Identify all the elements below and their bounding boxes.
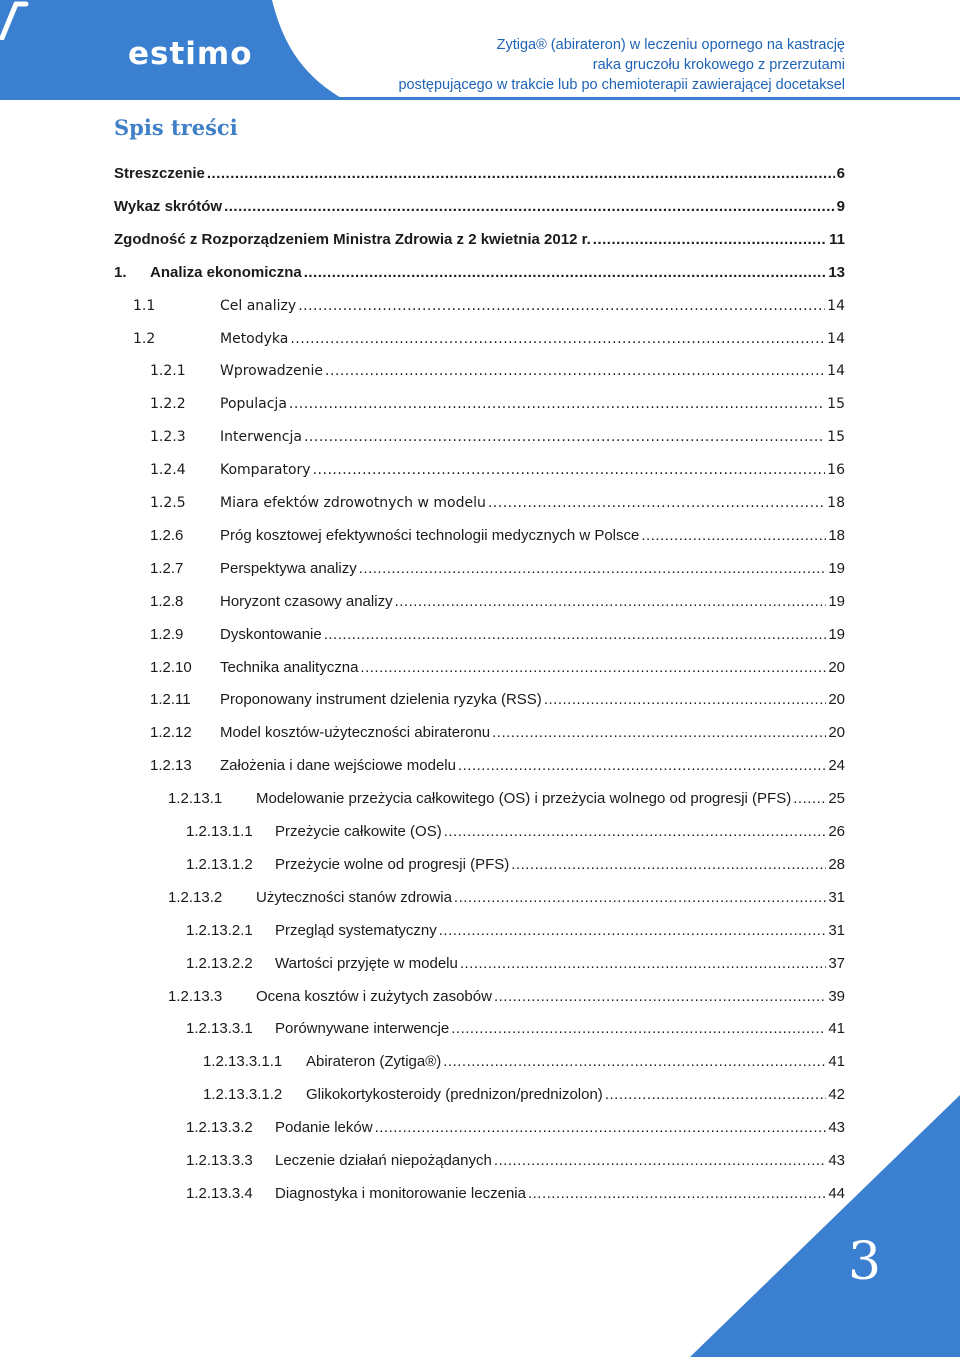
toc-leader-dots [439, 922, 827, 939]
toc-entry-text: Leczenie działań niepożądanych [275, 1152, 492, 1169]
toc-entry[interactable] [150, 590, 845, 610]
toc-entry-text: Analiza ekonomiczna [150, 263, 302, 281]
toc-entry-page: 31 [828, 921, 845, 939]
toc-leader-dots [494, 988, 826, 1005]
toc-entry-text: Przegląd systematyczny [275, 921, 437, 939]
toc-entry-text: Komparatory [220, 462, 311, 479]
toc-entry-number: 1.2.13.2 [168, 888, 223, 906]
corner-decoration [690, 1095, 960, 1357]
toc-entry-text: Modelowanie przeżycia całkowitego (OS) i przeżycia wolnego od progresji (PFS) [256, 790, 792, 808]
title-line-2: raka gruczołu krokowego z przerzutami [592, 57, 845, 73]
toc-leader-dots [324, 626, 827, 643]
toc-entry-number: 1.2.3 [150, 429, 186, 446]
toc-entry-text: Diagnostyka i monitorowanie leczenia [275, 1184, 526, 1202]
toc-entry-text: Perspektywa analizy [220, 559, 357, 577]
toc-leader-dots [304, 264, 827, 281]
toc-entry[interactable] [150, 524, 845, 544]
toc-entry-number: 1.2.6 [150, 526, 184, 544]
toc-entry-page: 14 [827, 363, 845, 380]
toc-entry-text: Wprowadzenie [220, 363, 323, 380]
toc-leader-dots [451, 1020, 826, 1037]
toc-entry-text: Wartości przyjęte w modelu [275, 954, 458, 972]
toc-entry-page: 18 [828, 526, 845, 544]
toc-entry-text: Miara efektów zdrowotnych w modelu [220, 495, 486, 511]
toc-entry[interactable] [114, 261, 845, 281]
toc-entry-text: Populacja [220, 396, 287, 413]
toc-entry-page: 14 [827, 297, 845, 314]
toc-entry[interactable] [150, 688, 845, 708]
toc-entry-page: 39 [828, 987, 845, 1005]
toc-entry-page: 11 [829, 230, 845, 248]
toc-entry-number: 1.2.13.3.3 [186, 1152, 253, 1169]
toc-entry-number: 1.2.2 [150, 396, 186, 413]
toc-entry-text: Użyteczności stanów zdrowia [256, 888, 452, 906]
toc-leader-dots [444, 823, 827, 840]
toc-leader-dots [593, 231, 827, 248]
toc-entry-page: 31 [828, 888, 845, 906]
toc-entry[interactable] [150, 557, 845, 577]
toc-entry-text: Metodyka [220, 330, 289, 347]
toc-entry-text: Przeżycie całkowite (OS) [275, 823, 442, 840]
toc-entry-number: 1. [114, 263, 127, 281]
toc-entry-page: 24 [828, 757, 845, 775]
header-band [0, 0, 960, 100]
toc-entry[interactable] [150, 721, 845, 741]
toc-entry-number: 1.2.13.2.1 [186, 921, 253, 939]
toc-entry-page: 42 [828, 1086, 845, 1104]
toc-entry-number: 1.2.13.3.2 [186, 1119, 253, 1137]
toc-entry-page: 43 [828, 1119, 845, 1137]
toc-entry-page: 19 [828, 625, 845, 643]
toc-entry-number: 1.2.8 [150, 592, 184, 610]
toc-entry[interactable] [186, 853, 845, 873]
toc-entry-text: Podanie leków [275, 1119, 373, 1137]
toc-entry[interactable] [186, 919, 845, 939]
toc-entry[interactable] [186, 1017, 845, 1037]
toc-entry-number: 1.2.13.2.2 [186, 954, 253, 972]
toc-entry[interactable] [168, 787, 845, 807]
toc-entry-number: 1.2.13.1.2 [186, 855, 253, 873]
toc-entry-number: 1.2.13.1.1 [186, 823, 253, 840]
toc-entry-text: Przeżycie wolne od progresji (PFS) [275, 855, 510, 873]
toc-entry-text: Horyzont czasowy analizy [220, 592, 393, 610]
toc-leader-dots [289, 396, 825, 412]
toc-leader-dots [290, 331, 825, 347]
toc-entry-number: 1.2.1 [150, 363, 186, 380]
toc-entry-text: Cel analizy [220, 297, 297, 314]
toc-entry-text: Porównywane interwencje [275, 1020, 450, 1038]
toc-entry-page: 20 [828, 724, 845, 742]
toc-leader-dots [458, 757, 826, 774]
toc-entry-page: 18 [827, 495, 845, 511]
toc-entry-number: 1.2.13.3.1 [186, 1020, 253, 1038]
toc-entry-text: Założenia i dane wejściowe modelu [220, 757, 456, 775]
toc-entry-number: 1.2.10 [150, 658, 192, 676]
page-number: 3 [848, 1232, 882, 1292]
toc-leader-dots [359, 560, 827, 577]
toc-entry-number: 1.2 [133, 330, 156, 347]
toc-entry-page: 19 [828, 559, 845, 577]
toc-entry-text: Proponowany instrument dzielenia ryzyka (RSS) [220, 691, 542, 709]
toc-leader-dots [454, 889, 826, 906]
toc-entry-page: 25 [828, 790, 845, 808]
toc-entry[interactable] [150, 623, 845, 643]
toc-entry-page: 20 [828, 658, 845, 676]
toc-leader-dots [544, 691, 827, 708]
toc-entry-number: 1.2.5 [150, 495, 186, 511]
toc-entry-text: Abirateron (Zytiga®) [306, 1053, 442, 1071]
logo-mark-icon [0, 0, 30, 40]
toc-entry-page: 16 [827, 462, 845, 479]
toc-entry-page: 44 [828, 1184, 845, 1202]
toc-entry[interactable] [150, 754, 845, 774]
toc-entry-page: 19 [828, 592, 845, 610]
toc-entry[interactable] [133, 294, 845, 314]
toc-entry-page: 37 [828, 954, 845, 972]
toc-entry-page: 9 [836, 197, 845, 215]
toc-entry[interactable] [150, 425, 845, 445]
toc-leader-dots [304, 429, 825, 445]
toc-entry-text: Model kosztów-użyteczności abirateronu [220, 724, 491, 742]
toc-entry-text: Zgodność z Rozporządzeniem Ministra Zdrowia z 2 kwietnia 2012 r. [114, 230, 591, 248]
toc-entry[interactable] [186, 820, 845, 840]
toc-heading: Spis treści [114, 115, 238, 140]
toc-entry[interactable] [150, 392, 845, 412]
toc-entry-page: 41 [828, 1053, 845, 1071]
toc-entry-number: 1.2.12 [150, 724, 192, 742]
toc-entry-page: 15 [827, 429, 845, 446]
toc-entry[interactable] [150, 656, 845, 676]
toc-entry-number: 1.2.13.3.1.2 [203, 1086, 283, 1104]
toc-entry-number: 1.2.13.3 [168, 987, 223, 1005]
document-title [398, 35, 845, 95]
toc-entry-number: 1.2.13.3.4 [186, 1184, 253, 1202]
toc-entry-text: Technika analityczna [220, 658, 359, 676]
toc-leader-dots [325, 363, 825, 379]
toc-leader-dots [793, 790, 826, 807]
toc-entry[interactable] [203, 1050, 845, 1070]
toc-leader-dots [443, 1053, 826, 1070]
toc-entry-page: 13 [828, 263, 845, 281]
toc-entry-number: 1.2.11 [150, 691, 191, 709]
toc-entry[interactable] [133, 327, 845, 347]
toc-entry[interactable] [150, 359, 845, 379]
toc-entry[interactable] [150, 458, 845, 478]
toc-entry[interactable] [186, 952, 845, 972]
toc-leader-dots [298, 298, 825, 314]
toc-leader-dots [511, 856, 826, 873]
toc-entry[interactable] [114, 228, 845, 248]
toc-entry[interactable] [114, 195, 845, 215]
toc-leader-dots [395, 593, 827, 610]
toc-entry-text: Glikokortykosteroidy (prednizon/prednizolon) [306, 1086, 603, 1104]
title-line-1: Zytiga® (abirateron) w leczeniu opornego na kastrację [496, 37, 845, 53]
toc-entry-page: 28 [828, 855, 845, 873]
toc-entry-page: 14 [827, 330, 845, 347]
toc-leader-dots [492, 724, 826, 741]
title-line-3: postępującego w trakcie lub po chemioterapii zawierającej docetaksel [398, 77, 845, 93]
toc-entry-page: 15 [827, 396, 845, 413]
toc-leader-dots [360, 659, 826, 676]
toc-entry-page: 26 [828, 823, 845, 840]
toc-entry-number: 1.2.7 [150, 559, 184, 577]
toc-entry-number: 1.2.9 [150, 625, 184, 643]
toc-entry-text: Streszczenie [114, 165, 205, 182]
toc-entry[interactable] [150, 491, 845, 511]
toc-leader-dots [207, 165, 835, 182]
toc-entry-page: 6 [836, 165, 845, 182]
toc-entry-number: 1.2.13.1 [168, 790, 223, 808]
toc-entry-text: Dyskontowanie [220, 625, 322, 643]
toc-entry-page: 43 [828, 1152, 845, 1169]
toc-entry-number: 1.2.13.3.1.1 [203, 1053, 283, 1071]
toc-entry-text: Interwencja [220, 429, 302, 446]
toc-entry-text: Próg kosztowej efektywności technologii medycznych w Polsce [220, 526, 640, 544]
toc-entry-number: 1.2.13 [150, 757, 192, 775]
toc-entry-number: 1.2.4 [150, 462, 186, 479]
toc-leader-dots [313, 462, 826, 478]
toc-entry-text: Ocena kosztów i zużytych zasobów [256, 987, 492, 1005]
toc-entry-page: 41 [828, 1020, 845, 1038]
toc-leader-dots [641, 527, 826, 544]
toc-leader-dots [488, 495, 825, 511]
toc-entry-page: 20 [828, 691, 845, 709]
toc-entry-text: Wykaz skrótów [114, 197, 223, 215]
toc-entry[interactable] [168, 985, 845, 1005]
toc-leader-dots [460, 955, 826, 972]
toc-leader-dots [224, 198, 835, 215]
toc-entry[interactable] [114, 162, 845, 182]
logo-text: estimo [128, 36, 253, 72]
toc-entry-number: 1.1 [133, 297, 156, 314]
toc-entry[interactable] [168, 886, 845, 906]
